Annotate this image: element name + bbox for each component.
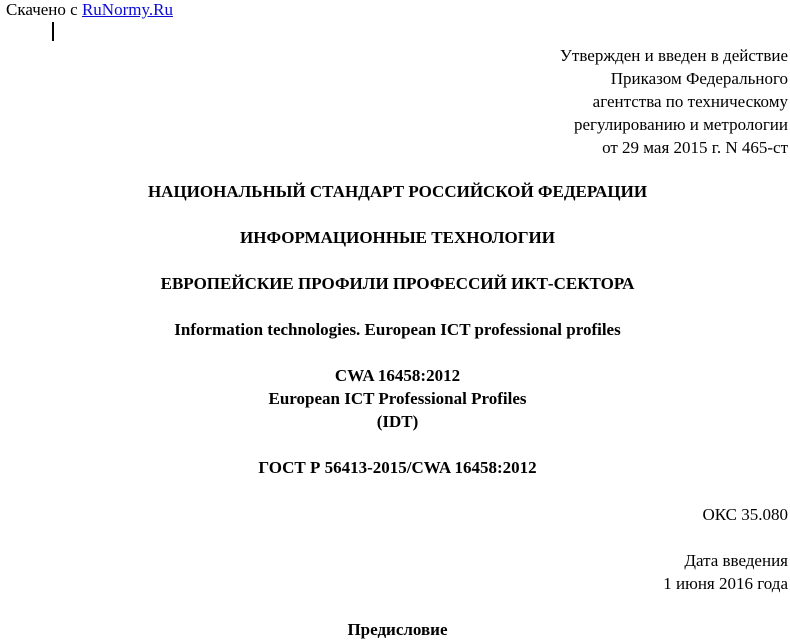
cwa-code: CWA 16458:2012 [334,366,461,385]
gost-code: ГОСТ Р 56413-2015/CWA 16458:2012 [258,458,537,477]
cwa-title: European ICT Professional Profiles [268,389,527,408]
approval-line: Приказом Федерального [610,69,788,88]
approval-line: от 29 мая 2015 г. N 465-ст [602,138,788,157]
standard-type-heading: НАЦИОНАЛЬНЫЙ СТАНДАРТ РОССИЙСКОЙ ФЕДЕРАЦИИ [147,182,648,201]
english-title: Information technologies. European ICT professional profiles [174,320,621,339]
approval-block [560,44,788,159]
approval-line: агентства по техническому [592,92,788,111]
identity-marker: (IDT) [376,412,419,431]
approval-line: Утвержден и введен в действие [559,46,788,65]
oks-code: ОКС 35.080 [702,505,788,524]
approval-line: регулированию и метрологии [573,115,788,134]
intro-date-block [663,549,788,595]
cwa-block [0,364,790,433]
intro-date-label: Дата введения [684,551,788,570]
source-prefix: Скачено с [6,0,82,19]
foreword-heading: Предисловие [347,620,448,639]
russian-title: ЕВРОПЕЙСКИЕ ПРОФИЛИ ПРОФЕССИЙ ИКТ-СЕКТОРА [160,274,635,293]
intro-date: 1 июня 2016 года [663,574,788,593]
source-line [6,0,173,20]
runormy-link[interactable]: RuNormy.Ru [81,0,173,19]
category-heading: ИНФОРМАЦИОННЫЕ ТЕХНОЛОГИИ [240,228,555,247]
text-cursor [52,22,54,41]
